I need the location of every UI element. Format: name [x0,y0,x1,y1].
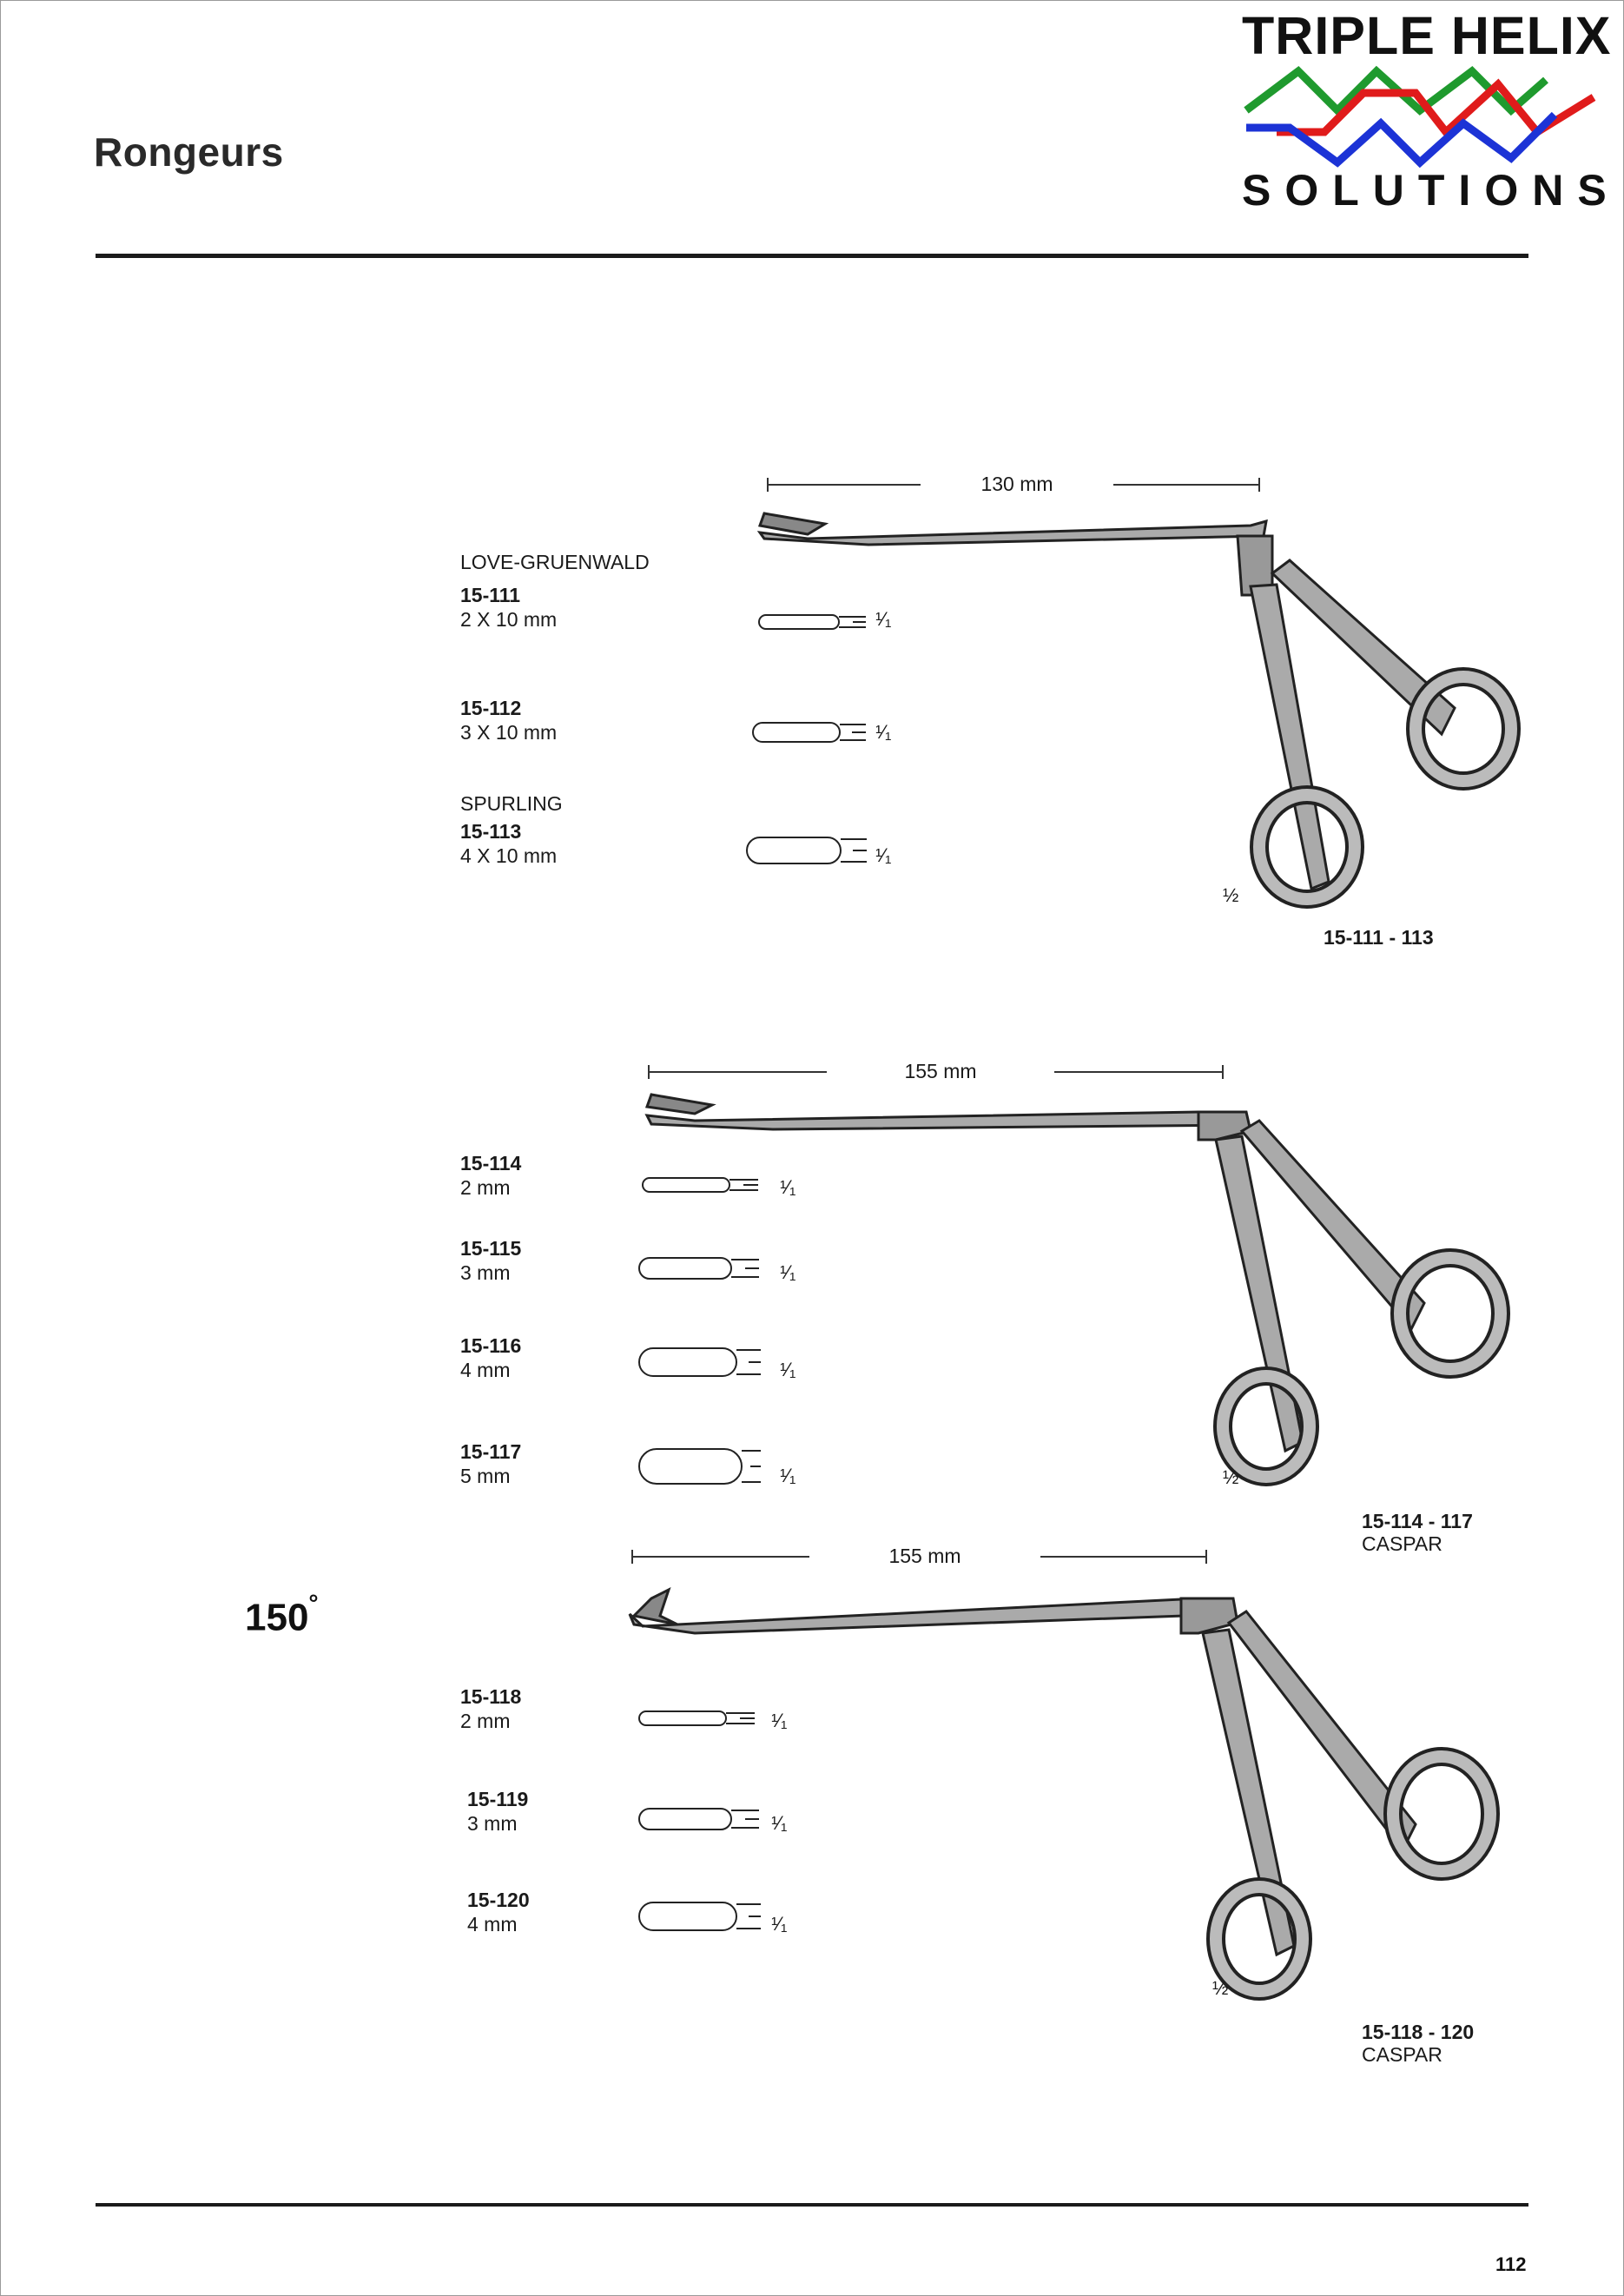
product-code: 15-120 [467,1889,530,1911]
half-scale-label: ½ [1223,1466,1239,1488]
range-name: CASPAR [1362,2043,1442,2066]
page-title: Rongeurs [94,129,284,175]
jaw-tip-icon [751,718,881,747]
scale-label: ¹⁄₁ [771,1913,788,1935]
rongeur-instrument-icon [643,1086,1537,1494]
footer-rule [96,2203,1528,2207]
product-size: 4 mm [467,1913,518,1935]
logo-helix-icon [1242,63,1598,167]
jaw-tip-icon [637,1708,768,1730]
product-size: 5 mm [460,1465,511,1487]
page-number: 112 [1495,2253,1527,2275]
scale-label: ¹⁄₁ [780,1176,796,1198]
scale-label: ¹⁄₁ [875,608,892,630]
scale-label: ¹⁄₁ [771,1710,788,1731]
product-size: 2 mm [460,1176,511,1199]
scale-label: ¹⁄₁ [780,1359,796,1380]
length-label: 155 mm [827,1060,1054,1083]
jaw-tip-icon [637,1345,768,1381]
product-size: 4 mm [460,1359,511,1381]
range-name: CASPAR [1362,1532,1442,1555]
product-size: 2 X 10 mm [460,608,558,631]
jaw-tip-icon [637,1254,768,1284]
product-size: 2 mm [460,1710,511,1732]
scale-label: ¹⁄₁ [875,721,892,743]
range-code: 15-114 - 117 [1362,1510,1473,1532]
product-code: 15-116 [460,1334,522,1357]
scale-label: ¹⁄₁ [780,1465,796,1486]
product-code: 15-112 [460,697,522,719]
jaw-tip-icon [745,834,884,869]
jaw-tip-icon [637,1899,768,1935]
range-code: 15-118 - 120 [1362,2021,1475,2043]
product-size: 4 X 10 mm [460,844,558,867]
variant-name: LOVE-GRUENWALD [460,551,650,573]
header-rule [96,254,1528,258]
degree-symbol: ° [308,1590,319,1617]
product-size: 3 mm [467,1812,518,1835]
product-code: 15-114 [460,1152,522,1174]
jaw-tip-icon [757,610,879,634]
scale-label: ¹⁄₁ [771,1812,788,1834]
product-code: 15-111 [460,584,521,606]
jaw-tip-icon [637,1805,768,1835]
range-code: 15-111 - 113 [1324,926,1434,949]
scale-label: ¹⁄₁ [780,1261,796,1283]
length-label: 155 mm [809,1545,1040,1568]
product-size: 3 mm [460,1261,511,1284]
product-size: 3 X 10 mm [460,721,558,744]
rongeur-instrument-icon [625,1564,1537,2015]
product-code: 15-118 [460,1685,522,1708]
half-scale-label: ½ [1223,884,1239,906]
product-code: 15-119 [467,1788,529,1810]
half-scale-label: ½ [1212,1977,1229,1999]
product-code: 15-117 [460,1440,522,1463]
length-label: 130 mm [921,473,1113,496]
product-code: 15-115 [460,1237,522,1260]
scale-label: ¹⁄₁ [875,844,892,866]
jaw-tip-icon [637,1446,768,1489]
logo-text-bottom: SOLUTIONS [1242,166,1621,215]
jaw-tip-icon [641,1174,771,1197]
variant-name: SPURLING [460,792,563,815]
angle-label: 150° [245,1590,319,1639]
product-code: 15-113 [460,820,522,843]
logo-text-top: TRIPLE HELIX [1242,6,1612,65]
